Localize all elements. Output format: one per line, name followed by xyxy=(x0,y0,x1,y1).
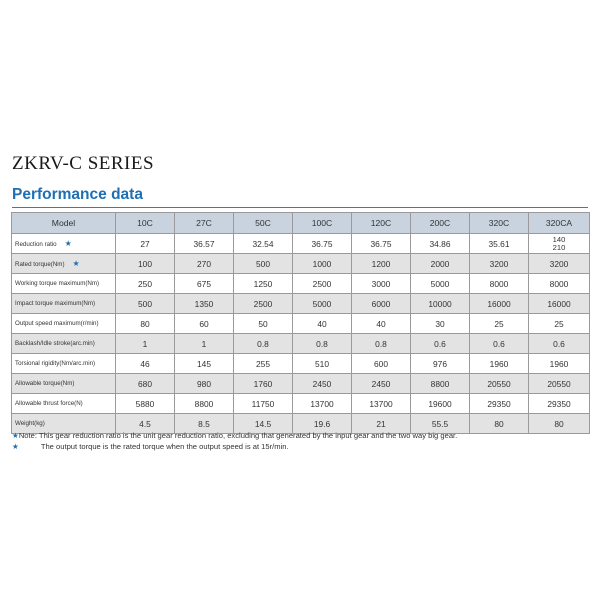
cell-value: 140 xyxy=(552,234,566,244)
table-cell: 1200 xyxy=(352,254,411,274)
table-cell: 680 xyxy=(116,374,175,394)
star-icon: ★ xyxy=(12,431,19,440)
table-cell: 10000 xyxy=(411,294,470,314)
star-icon: ★ xyxy=(12,442,19,451)
table-cell: 4.5 xyxy=(116,414,175,434)
table-cell: 976 xyxy=(411,354,470,374)
note-line-2 xyxy=(12,441,592,452)
model-header: 320C xyxy=(470,213,529,234)
table-cell: 255 xyxy=(234,354,293,374)
table-cell: 8.5 xyxy=(175,414,234,434)
row-label: Backlash/Idle stroke(arc.min) xyxy=(15,340,95,347)
corner-header: Model xyxy=(12,213,116,234)
table-cell: 27 xyxy=(116,234,175,254)
model-header: 50C xyxy=(234,213,293,234)
table-cell: 500 xyxy=(116,294,175,314)
table-row xyxy=(12,274,590,294)
row-label: Output speed maximum(r/min) xyxy=(15,320,99,327)
table-row xyxy=(12,354,590,374)
table-row xyxy=(12,374,590,394)
table-cell: 36.75 xyxy=(352,234,411,254)
row-label: Rated torque(Nm) xyxy=(15,261,65,268)
table-cell: 510 xyxy=(293,354,352,374)
table-cell: 36.57 xyxy=(175,234,234,254)
model-header: 27C xyxy=(175,213,234,234)
table-row xyxy=(12,394,590,414)
note-text-1: Note: This gear reduction ratio is the unit gear reduction ratio, excluding that generated by the input gear and the two way big gear. xyxy=(18,431,458,440)
table-cell: 980 xyxy=(175,374,234,394)
table-cell: 80 xyxy=(116,314,175,334)
table-cell: 2450 xyxy=(293,374,352,394)
model-header: 10C xyxy=(116,213,175,234)
table-cell: 35.61 xyxy=(470,234,529,254)
table-cell: 3200 xyxy=(470,254,529,274)
table-cell: 5880 xyxy=(116,394,175,414)
table-cell: 675 xyxy=(175,274,234,294)
table-cell: 0.8 xyxy=(234,334,293,354)
table-cell: 8000 xyxy=(470,274,529,294)
row-label: Reduction ratio xyxy=(15,241,57,248)
table-cell: 13700 xyxy=(293,394,352,414)
model-header: 120C xyxy=(352,213,411,234)
row-label: Impact torque maximum(Nm) xyxy=(15,300,96,307)
table-cell: 250 xyxy=(116,274,175,294)
model-header: 100C xyxy=(293,213,352,234)
table-row xyxy=(12,254,590,274)
table-cell: 21 xyxy=(352,414,411,434)
table-cell: 100 xyxy=(116,254,175,274)
table-row xyxy=(12,314,590,334)
table-cell: 80 xyxy=(470,414,529,434)
row-label-cell xyxy=(12,394,116,414)
table-cell: 25 xyxy=(470,314,529,334)
performance-table xyxy=(11,212,590,434)
row-label: Weight(kg) xyxy=(15,420,45,427)
table-cell: 5000 xyxy=(293,294,352,314)
table-cell: 3000 xyxy=(352,274,411,294)
row-label-cell xyxy=(12,254,116,274)
table-cell: 30 xyxy=(411,314,470,334)
model-header: 320CA xyxy=(529,213,590,234)
row-label-cell xyxy=(12,334,116,354)
cell-value: 210 xyxy=(552,242,566,252)
table-cell: 46 xyxy=(116,354,175,374)
star-icon: ★ xyxy=(72,259,80,268)
table-cell: 16000 xyxy=(470,294,529,314)
table-cell: 50 xyxy=(234,314,293,334)
table-cell: 29350 xyxy=(470,394,529,414)
table-cell: 25 xyxy=(529,314,590,334)
table-cell: 8800 xyxy=(411,374,470,394)
table-cell: 0.8 xyxy=(352,334,411,354)
table-cell: 8000 xyxy=(529,274,590,294)
table-cell: 500 xyxy=(234,254,293,274)
notes xyxy=(12,430,592,452)
table-cell: 600 xyxy=(352,354,411,374)
table-cell: 8800 xyxy=(175,394,234,414)
table-cell: 2000 xyxy=(411,254,470,274)
table-cell: 1760 xyxy=(234,374,293,394)
table-cell: 36.75 xyxy=(293,234,352,254)
table-header-row xyxy=(12,213,590,234)
table-cell: 29350 xyxy=(529,394,590,414)
series-title: ZKRV-C SERIES xyxy=(12,153,155,174)
table-cell: 19.6 xyxy=(293,414,352,434)
table-cell: 0.8 xyxy=(293,334,352,354)
row-label-cell xyxy=(12,234,116,254)
table-cell: 0.6 xyxy=(411,334,470,354)
table-cell: 1250 xyxy=(234,274,293,294)
table-cell: 2450 xyxy=(352,374,411,394)
table-cell: 2500 xyxy=(293,274,352,294)
table-cell: 6000 xyxy=(352,294,411,314)
table-cell: 1960 xyxy=(470,354,529,374)
table-cell: 11750 xyxy=(234,394,293,414)
table-cell: 20550 xyxy=(470,374,529,394)
table-cell: 0.6 xyxy=(470,334,529,354)
table-cell: 19600 xyxy=(411,394,470,414)
note-line-1 xyxy=(12,430,592,441)
row-label: Torsional rigidity(Nm/arc.min) xyxy=(15,360,96,367)
table-cell: 40 xyxy=(293,314,352,334)
model-header: 200C xyxy=(411,213,470,234)
table-cell: 1 xyxy=(175,334,234,354)
table-cell: 34.86 xyxy=(411,234,470,254)
table-cell: 16000 xyxy=(529,294,590,314)
table-cell: 55.5 xyxy=(411,414,470,434)
row-label-cell xyxy=(12,314,116,334)
table-cell: 0.6 xyxy=(529,334,590,354)
table-cell: 40 xyxy=(352,314,411,334)
table-cell: 20550 xyxy=(529,374,590,394)
table-row xyxy=(12,334,590,354)
table-body xyxy=(12,234,590,434)
section-title: Performance data xyxy=(12,186,143,203)
note-text-2: The output torque is the rated torque when the output speed is at 15r/min. xyxy=(40,442,289,451)
table-cell: 1960 xyxy=(529,354,590,374)
row-label-cell xyxy=(12,274,116,294)
star-icon: ★ xyxy=(64,239,72,248)
table-cell: 2500 xyxy=(234,294,293,314)
row-label: Allowable thrust force(N) xyxy=(15,400,83,407)
table-cell: 60 xyxy=(175,314,234,334)
table-cell: 1350 xyxy=(175,294,234,314)
table-cell: 270 xyxy=(175,254,234,274)
table-cell: 145 xyxy=(175,354,234,374)
table-cell: 3200 xyxy=(529,254,590,274)
table-row xyxy=(12,294,590,314)
row-label: Working torque maximum(Nm) xyxy=(15,280,100,287)
row-label-cell xyxy=(12,294,116,314)
title-divider xyxy=(12,207,588,208)
table-cell: 1000 xyxy=(293,254,352,274)
row-label-cell xyxy=(12,374,116,394)
table-row xyxy=(12,234,590,254)
table-cell xyxy=(529,234,590,254)
table-cell: 1 xyxy=(116,334,175,354)
table-cell: 80 xyxy=(529,414,590,434)
row-label-cell xyxy=(12,354,116,374)
row-label: Allowable torque(Nm) xyxy=(15,380,75,387)
table-cell: 14.5 xyxy=(234,414,293,434)
table-cell: 13700 xyxy=(352,394,411,414)
table-cell: 32.54 xyxy=(234,234,293,254)
table-cell: 5000 xyxy=(411,274,470,294)
